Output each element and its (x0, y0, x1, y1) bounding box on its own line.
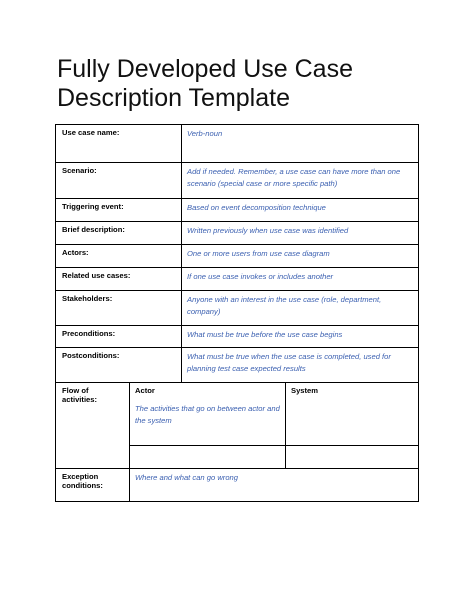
table-row (56, 326, 419, 348)
stakeholders-value: Anyone with an interest in the use case (role, department, company) (182, 291, 419, 326)
table-row (56, 125, 419, 163)
preconditions-label: Preconditions: (56, 326, 182, 348)
system-column-cell (286, 383, 419, 446)
triggering-event-value: Based on event decomposition technique (182, 199, 419, 222)
flow-of-activities-label: Flow of activities: (56, 383, 130, 469)
title-line-1: Fully Developed Use Case (57, 55, 353, 83)
brief-description-label: Brief description: (56, 222, 182, 245)
actor-activities-note: The activities that go on between actor and the system (135, 404, 280, 425)
table-row (56, 199, 419, 222)
use-case-name-value: Verb-noun (182, 125, 419, 163)
actor-column-header: Actor (135, 386, 155, 395)
triggering-event-label: Triggering event: (56, 199, 182, 222)
flow-row (56, 383, 419, 446)
table-row (56, 348, 419, 383)
related-use-cases-label: Related use cases: (56, 268, 182, 291)
table-row (56, 268, 419, 291)
related-use-cases-value: If one use case invokes or includes another (182, 268, 419, 291)
use-case-table (55, 124, 419, 502)
actors-label: Actors: (56, 245, 182, 268)
table-row (56, 245, 419, 268)
table-row (56, 163, 419, 199)
postconditions-value: What must be true when the use case is completed, used for planning test case expected results (182, 348, 419, 383)
actors-value: One or more users from use case diagram (182, 245, 419, 268)
actor-blank-cell (130, 446, 286, 469)
brief-description-value: Written previously when use case was identified (182, 222, 419, 245)
exception-conditions-value: Where and what can go wrong (130, 469, 419, 502)
scenario-value: Add if needed. Remember, a use case can have more than one scenario (special case or more specific path) (182, 163, 419, 199)
actor-column-cell (130, 383, 286, 446)
postconditions-label: Postconditions: (56, 348, 182, 383)
preconditions-value: What must be true before the use case begins (182, 326, 419, 348)
table-row (56, 291, 419, 326)
title-line-2: Description Template (57, 84, 290, 112)
table-row (56, 222, 419, 245)
table-row (56, 469, 419, 502)
system-blank-cell (286, 446, 419, 469)
exception-conditions-label: Exception conditions: (56, 469, 130, 502)
page-title (57, 55, 437, 113)
system-column-header: System (291, 386, 319, 395)
use-case-name-label: Use case name: (56, 125, 182, 163)
stakeholders-label: Stakeholders: (56, 291, 182, 326)
scenario-label: Scenario: (56, 163, 182, 199)
